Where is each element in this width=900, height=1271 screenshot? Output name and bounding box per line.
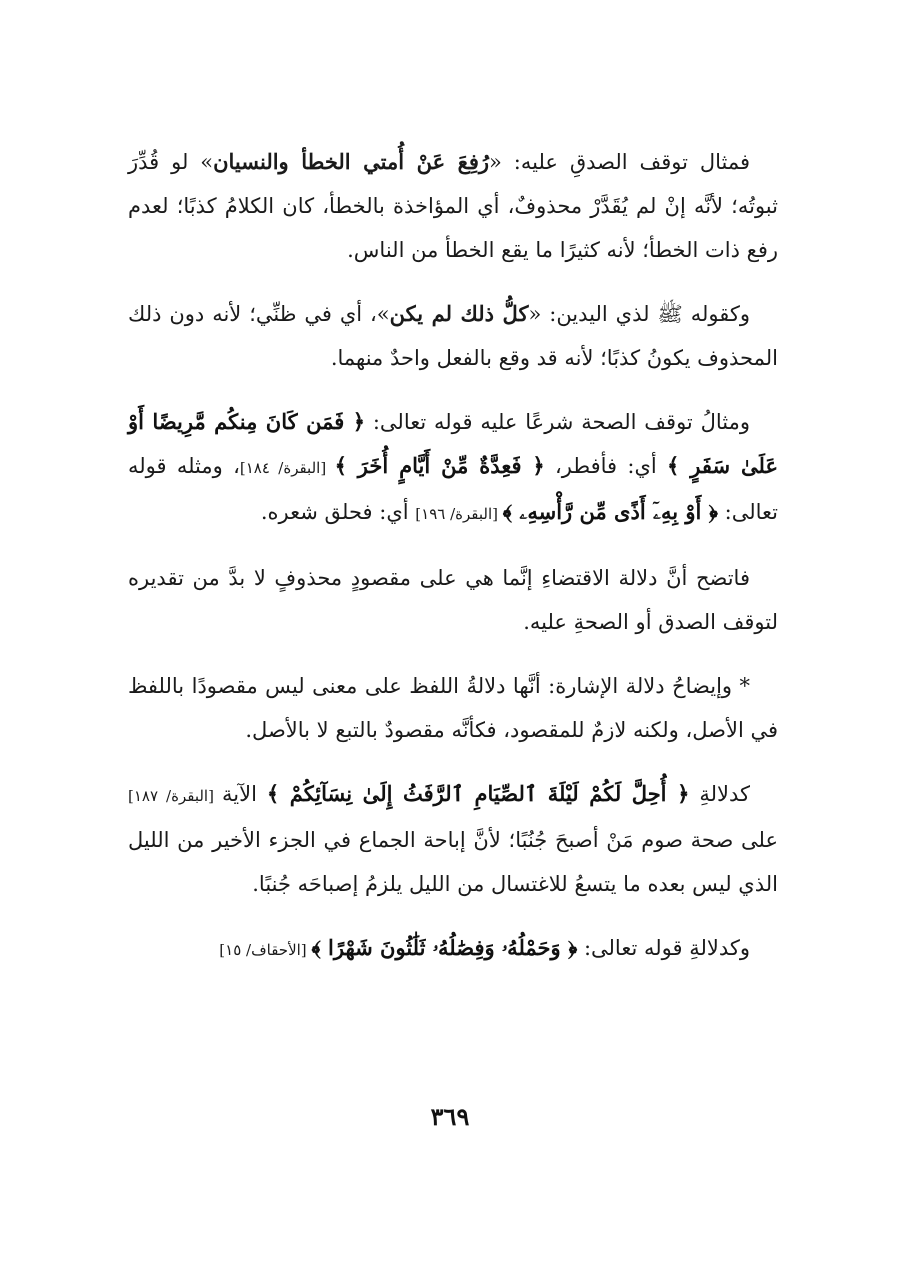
p3-reference-2: [البقرة/ ١٩٦] [415, 505, 503, 523]
p2-text-pre: وكقوله ﷺ لذي اليدين: « [528, 302, 750, 326]
paragraph-2 [128, 292, 778, 380]
p7-quran-verse: ﴿ وَحَمْلُهُۥ وَفِصَٰلُهُۥ ثَلَٰثُونَ شَهْرًا ﴾ [311, 935, 578, 960]
p6-text-1: كدلالةِ [689, 782, 750, 806]
p1-hadith-quote: رُفِعَ عَنْ أُمتي الخطأ والنسيان [213, 149, 490, 174]
p3-quran-verse-3: ﴿ أَوْ بِهِۦٓ أَذًى مِّن رَّأْسِهِۦ ﴾ [502, 499, 718, 524]
p2-text-post: »، أي في ظنِّي؛ لأنه دون ذلك المحذوف يكونُ كذبًا؛ لأنه قد وقع بالفعل واحدٌ منهما. [128, 302, 778, 370]
paragraph-4: فاتضح أنَّ دلالة الاقتضاءِ إنَّما هي على مقصودٍ محذوفٍ لا بدَّ من تقديره لتوقف الصدق أو الصحةِ عليه. [128, 566, 778, 634]
paragraph-7 [128, 926, 778, 972]
p7-text-1: وكدلالةِ قوله تعالى: [577, 936, 750, 960]
p3-text-2: أي: فأفطر، [544, 454, 668, 478]
p3-text-1: ومثالُ توقف الصحة شرعًا عليه قوله تعالى: [365, 410, 750, 434]
p3-text-3: ، ومثله قوله تعالى: [128, 454, 778, 524]
paragraph-5: * وإيضاحُ دلالة الإشارة: أنَّها دلالةُ اللفظ على معنى ليس مقصودًا باللفظ في الأصل، ولكنه لازمٌ للمقصود، فكأنَّه مقصودٌ بالتبع لا بالأصل. [128, 674, 778, 742]
p2-hadith-quote: كلُّ ذلك لم يكن [389, 301, 529, 326]
page-body [128, 140, 778, 992]
p1-text-pre: فمثال توقف الصدقِ عليه: « [489, 150, 751, 174]
p3-text-4: أي: فحلق شعره. [260, 500, 416, 524]
p7-reference: [الأحقاف/ ١٥] [219, 941, 312, 959]
p1-text-post: » لو قُدِّرَ ثبوتُه؛ لأنَّه إنْ لم يُقَدَّرْ محذوفٌ، أي المؤاخذة بالخطأ، كان الكلامُ كذبًا؛ لعدم رفع ذات الخطأ؛ لأنه كثيرًا ما يقع الخطأ من الناس. [128, 150, 778, 262]
p3-quran-verse-2: ﴿ فَعِدَّةٌ مِّنْ أَيَّامٍ أُخَرَ ﴾ [334, 453, 545, 478]
p6-text-2: الآية [221, 782, 267, 806]
p6-quran-verse: ﴿ أُحِلَّ لَكُمْ لَيْلَةَ ٱلصِّيَامِ ٱلرَّفَثُ إِلَىٰ نِسَآئِكُمْ ﴾ [266, 781, 690, 806]
paragraph-1 [128, 140, 778, 272]
p6-reference: [البقرة/ ١٨٧] [128, 787, 222, 805]
paragraph-6 [128, 772, 778, 906]
page-number: ٣٦٩ [430, 1102, 470, 1131]
paragraph-3 [128, 400, 778, 536]
p6-text-3: على صحة صوم مَنْ أصبحَ جُنُبًا؛ لأنَّ إباحة الجماع في الجزء الأخير من الليل الذي ليس بعده ما يتسعُ للاغتسال من الليل يلزمُ إصباحَه جُنبًا. [128, 828, 778, 896]
p3-reference-1: [البقرة/ ١٨٤] [239, 459, 335, 477]
p3-quran-verse-1: ﴿ فَمَن كَانَ مِنكُم مَّرِيضًا أَوْ عَلَىٰ سَفَرٍ ﴾ [128, 409, 778, 478]
